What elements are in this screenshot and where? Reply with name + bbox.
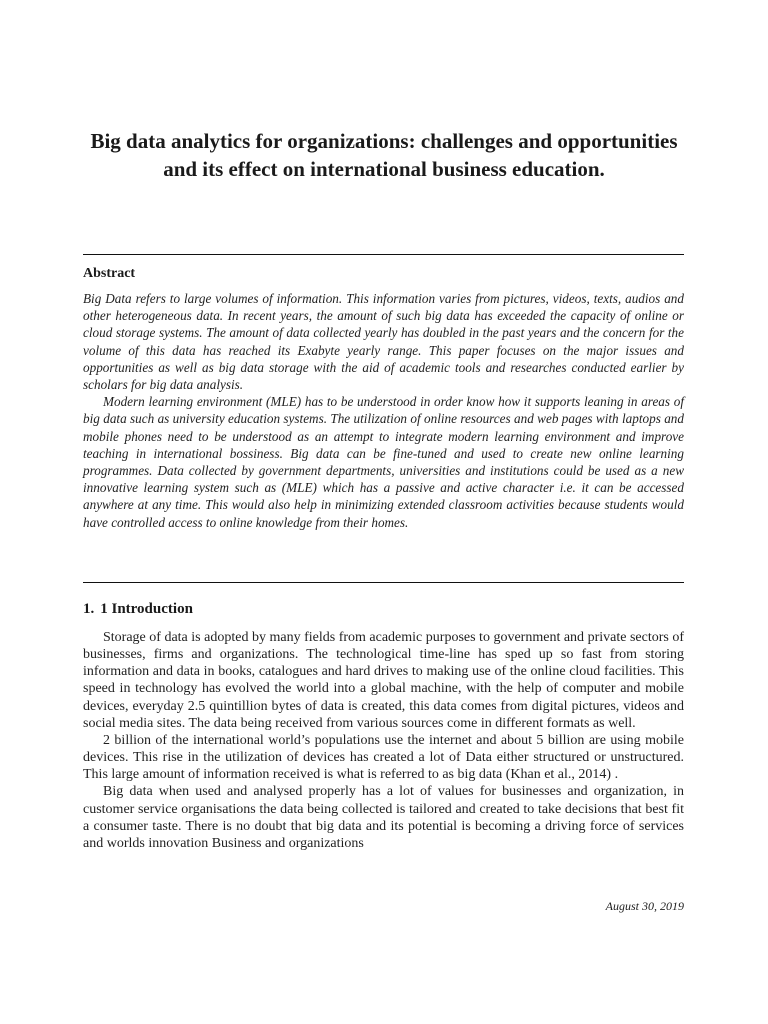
introduction-body: [83, 629, 684, 852]
abstract-paragraph: Big Data refers to large volumes of information. This information varies from pictures, videos, texts, audios and other heterogeneous data. In recent years, the amount of such big data has exceeded the capacity of online or cloud storage systems. The amount of data collected yearly has doubled in the past years and the concern for the volume of this data has reached its Exabyte yearly range. This paper focuses on the major issues and opportunities as well as big data storage with the aid of academic tools and researches conducted earlier by scholars for big data analysis.: [83, 291, 684, 393]
body-paragraph: Storage of data is adopted by many fields from academic purposes to government and private sectors of businesses, firms and organizations. The technological time-line has sped up so fast from storing information and data in books, catalogues and hard drives to making use of the online cloud facilities. This speed in technology has evolved the world into a global machine, with the help of computer and mobile devices, everyday 2.5 quintillion bytes of data is created, this data comes from digital pictures, videos and social media sites. The data being received from various sources come in different formats as well.: [83, 630, 684, 731]
section-heading-introduction: [83, 600, 193, 618]
abstract-paragraph: Modern learning environment (MLE) has to be understood in order know how it supports leaning in areas of big data such as university education systems. The utilization of online resources and web pages with laptops and mobile phones need to be understood as an attempt to integrate modern learning environment and improve teaching in international bossiness. Big data can be fine-tuned and used to create new online learning programmes. Data collected by government departments, universities and institutions could be used as a new innovative learning system such as (MLE) which has a passive and active character i.e. it can be accessed anywhere at any time. This would also help in minimizing extended classroom activities because students would have controlled access to online knowledge from their homes.: [83, 394, 684, 530]
section-number: 1.: [83, 601, 95, 617]
abstract-body: [83, 290, 684, 531]
title-line-1: Big data analytics for organizations: challenges and opportunities: [90, 129, 678, 153]
abstract-top-rule: [83, 254, 684, 255]
section-title: 1 Introduction: [100, 601, 193, 617]
document-title: [70, 127, 698, 183]
body-paragraph: Big data when used and analysed properly has a lot of values for businesses and organization, in customer service organisations the data being collected is tailored and created to take decisions that best fit a consumer taste. There is no doubt that big data and its potential is becoming a driving force of services and worlds innovation Business and organizations: [83, 784, 684, 851]
abstract-bottom-rule: [83, 582, 684, 583]
footer-date: August 30, 2019: [605, 899, 684, 913]
title-line-2: and its effect on international business education.: [163, 157, 605, 181]
body-paragraph: 2 billion of the international world’s populations use the internet and about 5 billion are using mobile devices. This rise in the utilization of devices has created a lot of Data either structured or unstructured. This large amount of information received is what is referred to as big data (Khan et al., 2014) .: [83, 732, 684, 783]
abstract-heading: Abstract: [83, 266, 136, 281]
